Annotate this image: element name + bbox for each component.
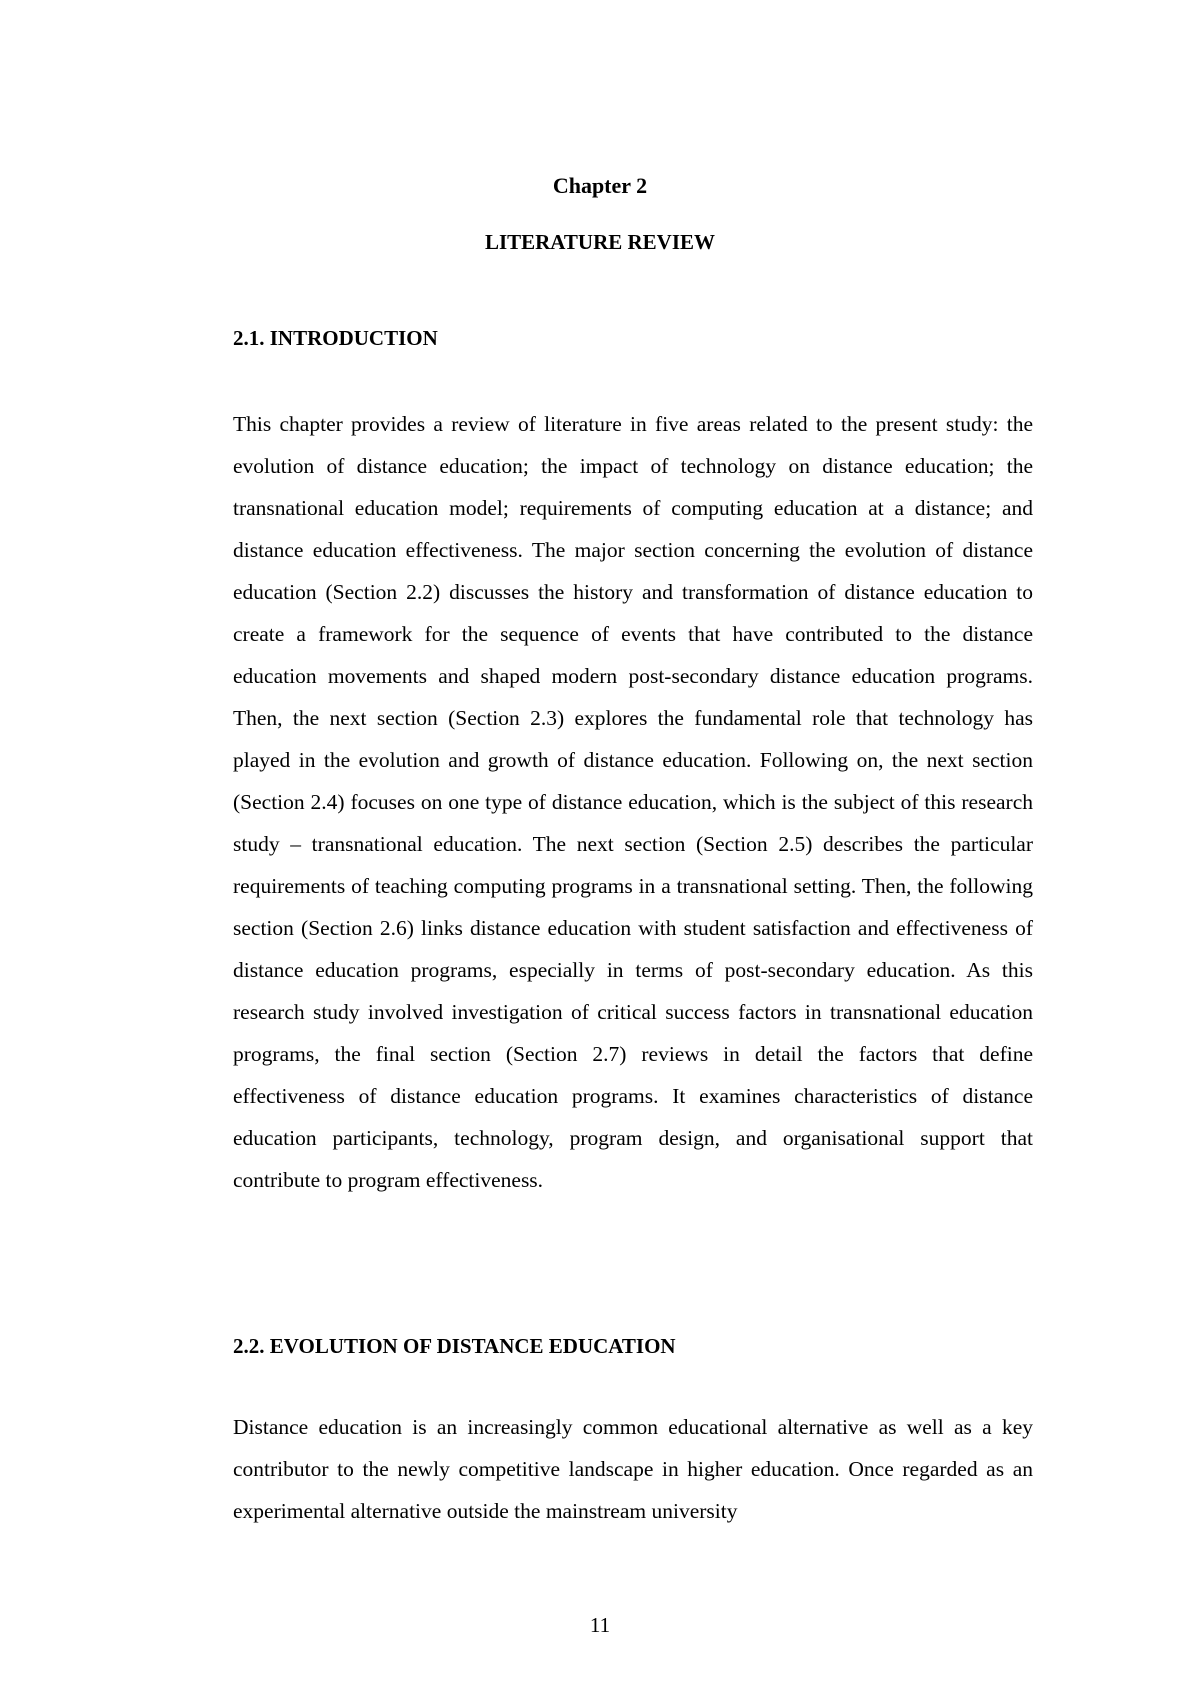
chapter-number: Chapter 2 <box>552 173 648 198</box>
section-heading-introduction: 2.1. INTRODUCTION <box>233 326 438 350</box>
page-number: 11 <box>589 1613 611 1637</box>
chapter-title: LITERATURE REVIEW <box>484 230 716 254</box>
section-heading-evolution: 2.2. EVOLUTION OF DISTANCE EDUCATION <box>233 1334 676 1358</box>
evolution-paragraph: Distance education is an increasingly common educational alternative as well as a key contributor to the newly competitive landscape in higher education. Once regarded as an experimental alternative outside the mainstream university <box>233 1415 1033 1523</box>
introduction-paragraph: This chapter provides a review of literature in five areas related to the present study: the evolution of distance education; the impact of technology on distance education; the transnational education model; requirements of computing education at a distance; and distance education effectiveness. The major section concerning the evolution of distance education (Section 2.2) discusses the history and transformation of distance education to create a framework for the sequence of events that have contributed to the distance education movements and shaped modern post-secondary distance education programs. Then, the next section (Section 2.3) explores the fundamental role that technology has played in the evolution and growth of distance education. Following on, the next section (Section 2.4) focuses on one type of distance education, which is the subject of this research study – transnational education. The next section (Section 2.5) describes the particular requirements of teaching computing programs in a transnational setting. Then, the following section (Section 2.6) links distance education with student satisfaction and effectiveness of distance education programs, especially in terms of post-secondary education. As this research study involved investigation of critical success factors in transnational education programs, the final section (Section 2.7) reviews in detail the factors that define effectiveness of distance education programs. It examines characteristics of distance education participants, technology, program design, and organisational support that contribute to program effectiveness. <box>233 412 1033 1192</box>
